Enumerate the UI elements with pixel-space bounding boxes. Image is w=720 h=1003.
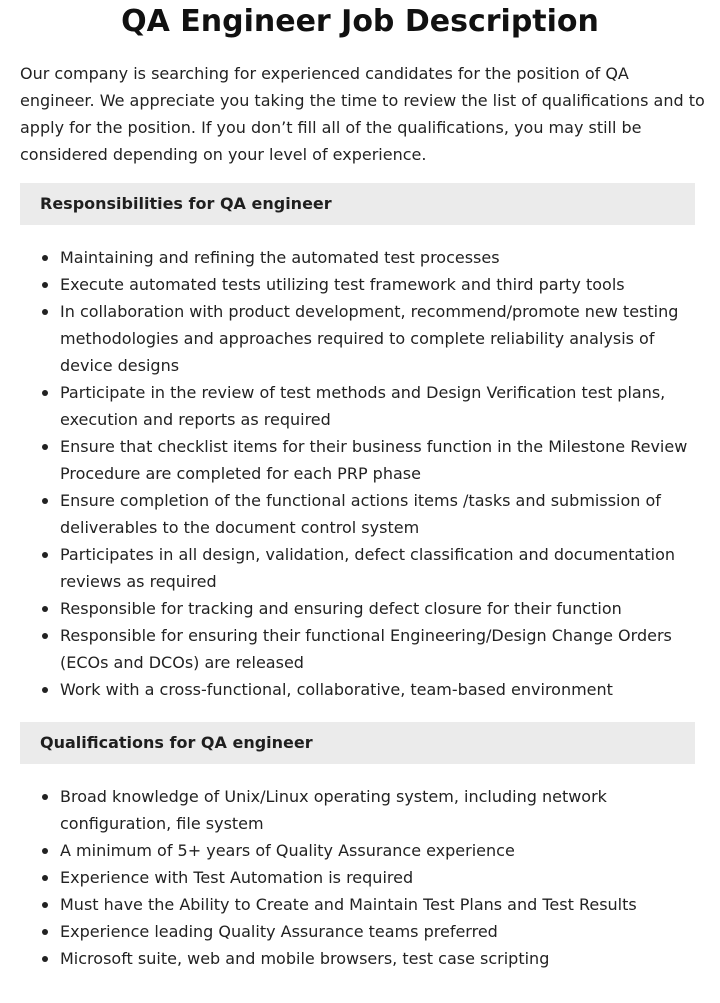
list-item: Work with a cross-functional, collaborative, team-based environment [20,676,700,703]
qualifications-heading: Qualifications for QA engineer [20,722,695,764]
intro-paragraph: Our company is searching for experienced candidates for the position of QA engineer. We appreciate you taking the time to review the list of qualifications and to apply for the position. If you don’t fill all of the qualifications, you may still be considered depending on your level of experience. [20,64,705,164]
list-item: A minimum of 5+ years of Quality Assurance experience [20,837,700,864]
list-item: In collaboration with product development, recommend/promote new testing methodologies and approaches required to complete reliability analysis of device designs [20,298,700,379]
list-item: Broad knowledge of Unix/Linux operating system, including network configuration, file system [20,783,700,837]
list-item: Ensure completion of the functional actions items /tasks and submission of deliverables to the document control system [20,487,700,541]
responsibilities-heading: Responsibilities for QA engineer [20,183,695,225]
list-item: Experience leading Quality Assurance teams preferred [20,918,700,945]
qualifications-list [20,783,700,972]
responsibilities-list [20,244,700,703]
list-item: Responsible for ensuring their functional Engineering/Design Change Orders (ECOs and DCOs) are released [20,622,700,676]
list-item: Participates in all design, validation, defect classification and documentation reviews as required [20,541,700,595]
page-title: QA Engineer Job Description [121,4,599,39]
list-item: Experience with Test Automation is required [20,864,700,891]
list-item: Maintaining and refining the automated test processes [20,244,700,271]
list-item: Execute automated tests utilizing test framework and third party tools [20,271,700,298]
list-item: Ensure that checklist items for their business function in the Milestone Review Procedure are completed for each PRP phase [20,433,700,487]
list-item: Microsoft suite, web and mobile browsers, test case scripting [20,945,700,972]
list-item: Must have the Ability to Create and Maintain Test Plans and Test Results [20,891,700,918]
list-item: Participate in the review of test methods and Design Verification test plans, execution and reports as required [20,379,700,433]
list-item: Responsible for tracking and ensuring defect closure for their function [20,595,700,622]
